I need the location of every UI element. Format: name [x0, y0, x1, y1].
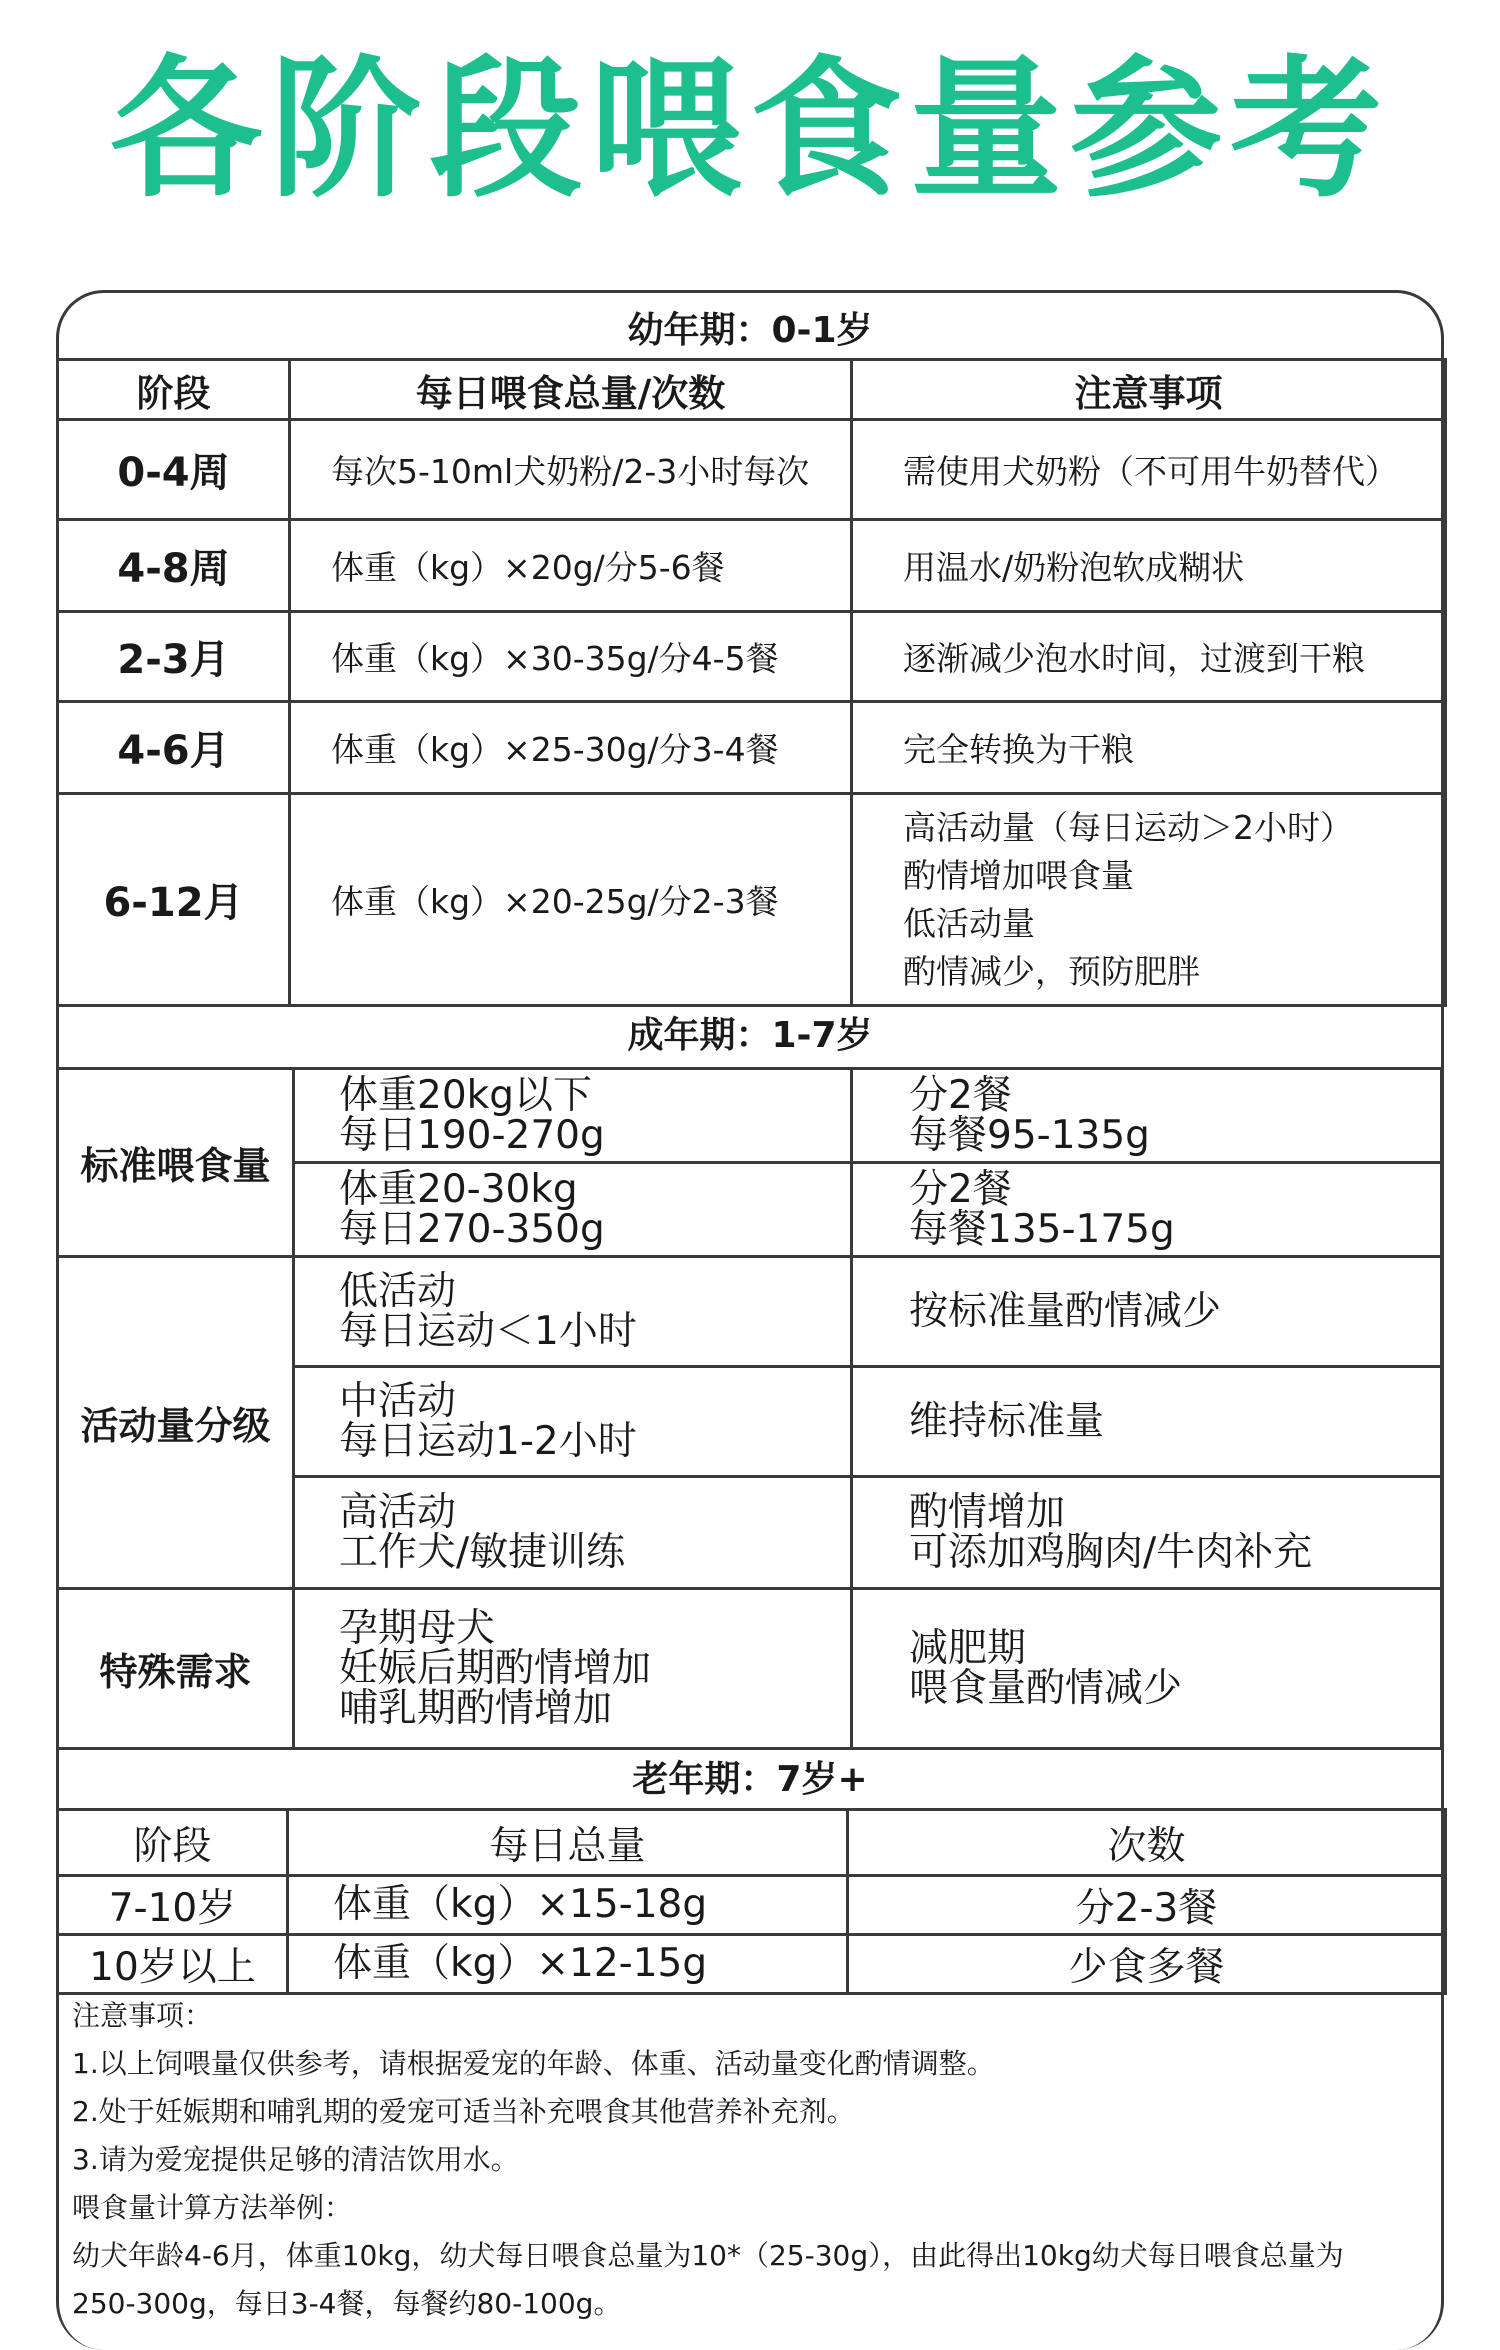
cell-line: 维持标准量 [909, 1398, 1105, 1444]
cell-line: 每餐135-175g [909, 1206, 1175, 1252]
puppy-heading: 幼年期：0-1岁 [627, 310, 873, 351]
cell-line: 喂食量酌情减少 [909, 1665, 1183, 1711]
header-amount: 每日喂食总量/次数 [290, 360, 852, 420]
header-stage: 阶段 [58, 1810, 288, 1876]
amount-cell: 每次5-10ml犬奶粉/2-3小时每次 [290, 420, 852, 520]
table-row [58, 1935, 1446, 1994]
cell-line: 每日270-350g [339, 1206, 605, 1252]
standard-label: 标准喂食量 [58, 1069, 294, 1257]
cell-line: 按标准量酌情减少 [909, 1288, 1222, 1334]
note-item: 1.以上饲喂量仅供参考，请根据爱宠的年龄、体重、活动量变化酌情调整。 [72, 2047, 995, 2080]
cell-line: 低活动 [339, 1268, 457, 1314]
stage-cell: 0-4周 [58, 420, 290, 520]
times-cell: 少食多餐 [848, 1935, 1446, 1994]
times-cell: 分2-3餐 [848, 1876, 1446, 1935]
cell-line: 体重20kg以下 [339, 1072, 592, 1118]
meal-cell [852, 1163, 1442, 1257]
note-line: 酌情减少，预防肥胖 [903, 951, 1200, 991]
activity-cell [294, 1257, 852, 1367]
note-cell: 逐渐减少泡水时间，过渡到干粮 [852, 612, 1446, 702]
header-stage: 阶段 [58, 360, 290, 420]
cell-line: 每日运动1-2小时 [339, 1418, 637, 1464]
cell-line: 哺乳期酌情增加 [339, 1685, 613, 1731]
table-row [58, 794, 1446, 1006]
cell-line: 体重20-30kg [339, 1166, 578, 1212]
note-item: 3.请为爱宠提供足够的清洁饮用水。 [72, 2143, 519, 2176]
header-note: 注意事项 [852, 360, 1446, 420]
note-cell: 完全转换为干粮 [852, 702, 1446, 794]
amount-cell [294, 1163, 852, 1257]
advice-cell [852, 1257, 1442, 1367]
advice-cell [852, 1477, 1442, 1589]
header-times: 次数 [848, 1810, 1446, 1876]
activity-cell [294, 1367, 852, 1477]
activity-label: 活动量分级 [58, 1257, 294, 1589]
note-item: 2.处于妊娠期和哺乳期的爱宠可适当补充喂食其他营养补充剂。 [72, 2095, 855, 2128]
cell-line: 减肥期 [909, 1625, 1027, 1671]
example-line: 250-300g，每日3-4餐，每餐约80-100g。 [72, 2287, 622, 2320]
activity-cell [294, 1477, 852, 1589]
example-line: 幼犬年龄4-6月，体重10kg，幼犬每日喂食总量为10*（25-30g），由此得出10kg幼犬每日喂食总量为 [72, 2239, 1344, 2272]
header-amount: 每日总量 [288, 1810, 848, 1876]
table-row [58, 702, 1446, 794]
senior-table [56, 1808, 1447, 1995]
amount-cell: 体重（kg）×20g/分5-6餐 [290, 520, 852, 612]
special-advice-cell [852, 1589, 1442, 1749]
cell-line: 妊娠后期酌情增加 [339, 1645, 652, 1691]
cell-line: 酌情增加 [909, 1489, 1066, 1535]
page-title: 各阶段喂食量参考 [110, 41, 1390, 218]
stage-cell: 4-8周 [58, 520, 290, 612]
table-header-row [58, 360, 1446, 420]
cell-line: 工作犬/敏捷训练 [339, 1529, 626, 1575]
cell-line: 每日190-270g [339, 1112, 605, 1158]
table-row [58, 520, 1446, 612]
meal-cell [852, 1069, 1442, 1163]
puppy-table [56, 358, 1447, 1007]
amount-cell: 体重（kg）×12-15g [288, 1935, 848, 1994]
example-heading: 喂食量计算方法举例： [72, 2191, 353, 2224]
table-row [58, 1876, 1446, 1935]
amount-cell [294, 1069, 852, 1163]
special-label: 特殊需求 [58, 1589, 294, 1749]
note-line: 高活动量（每日运动＞2小时） [903, 807, 1353, 847]
stage-cell: 7-10岁 [58, 1876, 288, 1935]
senior-heading: 老年期：7岁+ [632, 1759, 868, 1800]
table-header-row [58, 1810, 1446, 1876]
table-row [58, 420, 1446, 520]
cell-line: 高活动 [339, 1489, 457, 1535]
stage-cell: 4-6月 [58, 702, 290, 794]
note-line: 低活动量 [903, 903, 1035, 943]
amount-cell: 体重（kg）×30-35g/分4-5餐 [290, 612, 852, 702]
special-cell [294, 1589, 852, 1749]
adult-heading: 成年期：1-7岁 [627, 1015, 873, 1056]
notes-heading: 注意事项： [72, 1999, 213, 2032]
amount-cell: 体重（kg）×20-25g/分2-3餐 [290, 794, 852, 1006]
cell-line: 分2餐 [909, 1166, 1012, 1212]
cell-line: 中活动 [339, 1378, 457, 1424]
cell-line: 可添加鸡胸肉/牛肉补充 [909, 1529, 1313, 1575]
note-cell: 需使用犬奶粉（不可用牛奶替代） [852, 420, 1446, 520]
stage-cell: 10岁以上 [58, 1935, 288, 1994]
cell-line: 每日运动＜1小时 [339, 1308, 637, 1354]
stage-cell: 6-12月 [58, 794, 290, 1006]
note-cell: 用温水/奶粉泡软成糊状 [852, 520, 1446, 612]
adult-table [56, 1067, 1443, 1750]
table-row [58, 1589, 1442, 1749]
table-row [58, 1069, 1442, 1163]
advice-cell [852, 1367, 1442, 1477]
notes-section [72, 1992, 1442, 2328]
cell-line: 孕期母犬 [339, 1605, 496, 1651]
amount-cell: 体重（kg）×25-30g/分3-4餐 [290, 702, 852, 794]
table-row [58, 1257, 1442, 1367]
note-line: 酌情增加喂食量 [903, 855, 1134, 895]
amount-cell: 体重（kg）×15-18g [288, 1876, 848, 1935]
table-row [58, 612, 1446, 702]
cell-line: 每餐95-135g [909, 1112, 1150, 1158]
note-cell [852, 794, 1446, 1006]
cell-line: 分2餐 [909, 1072, 1012, 1118]
stage-cell: 2-3月 [58, 612, 290, 702]
